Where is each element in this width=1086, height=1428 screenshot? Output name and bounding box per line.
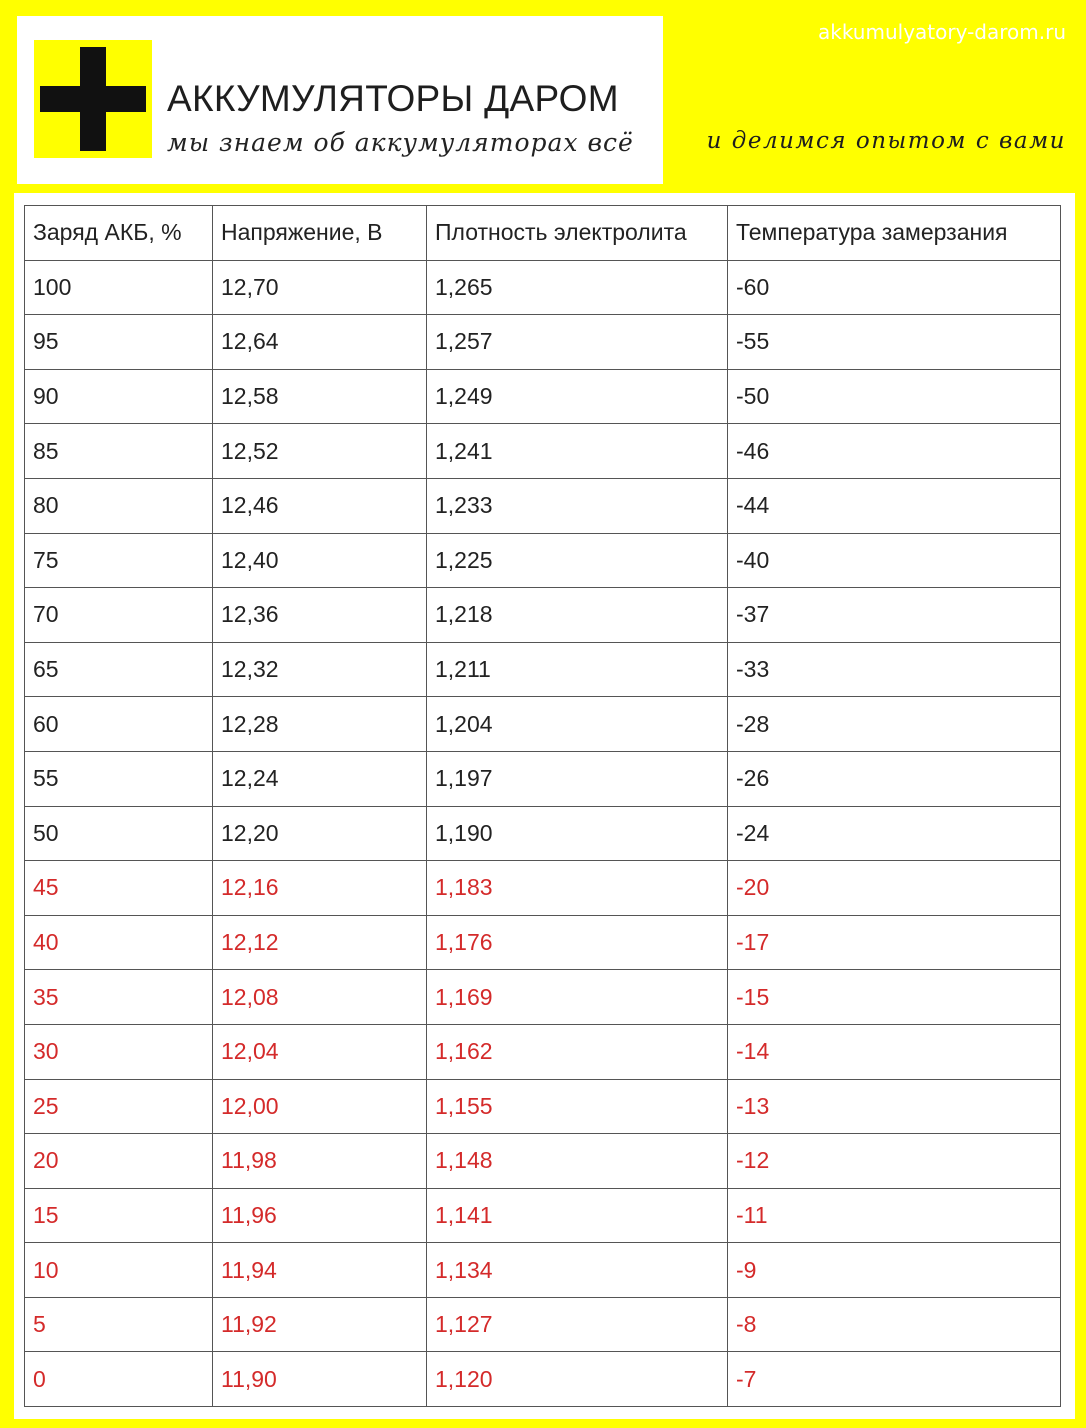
- cell-density: 1,183: [427, 861, 728, 916]
- cell-voltage: 12,70: [213, 260, 427, 315]
- cell-charge: 20: [25, 1134, 213, 1189]
- cell-freeze: -46: [728, 424, 1061, 479]
- cell-density: 1,257: [427, 315, 728, 370]
- cell-density: 1,148: [427, 1134, 728, 1189]
- cell-freeze: -40: [728, 533, 1061, 588]
- tagline: и делимся опытом с вами: [706, 128, 1066, 154]
- cell-charge: 35: [25, 970, 213, 1025]
- cell-density: 1,265: [427, 260, 728, 315]
- cell-density: 1,141: [427, 1188, 728, 1243]
- table-row: [25, 424, 1061, 479]
- cell-charge: 10: [25, 1243, 213, 1298]
- cell-freeze: -33: [728, 642, 1061, 697]
- cell-freeze: -60: [728, 260, 1061, 315]
- cell-freeze: -13: [728, 1079, 1061, 1134]
- cell-density: 1,120: [427, 1352, 728, 1407]
- cell-voltage: 11,92: [213, 1297, 427, 1352]
- cell-voltage: 11,94: [213, 1243, 427, 1298]
- table-row: [25, 478, 1061, 533]
- cell-freeze: -44: [728, 478, 1061, 533]
- cell-charge: 75: [25, 533, 213, 588]
- table-row: [25, 642, 1061, 697]
- column-header-charge: Заряд АКБ, %: [25, 206, 213, 261]
- table-row: [25, 533, 1061, 588]
- table-row: [25, 1024, 1061, 1079]
- cell-voltage: 12,36: [213, 588, 427, 643]
- cell-voltage: 11,90: [213, 1352, 427, 1407]
- cell-density: 1,225: [427, 533, 728, 588]
- cell-freeze: -55: [728, 315, 1061, 370]
- cell-freeze: -28: [728, 697, 1061, 752]
- cell-charge: 90: [25, 369, 213, 424]
- cell-charge: 70: [25, 588, 213, 643]
- cell-voltage: 11,98: [213, 1134, 427, 1189]
- logo-panel: [17, 16, 663, 184]
- table-row: [25, 588, 1061, 643]
- cell-charge: 0: [25, 1352, 213, 1407]
- cell-charge: 60: [25, 697, 213, 752]
- cell-voltage: 12,64: [213, 315, 427, 370]
- cell-charge: 5: [25, 1297, 213, 1352]
- cell-density: 1,211: [427, 642, 728, 697]
- table-row: [25, 915, 1061, 970]
- cell-charge: 80: [25, 478, 213, 533]
- cell-density: 1,155: [427, 1079, 728, 1134]
- cell-freeze: -7: [728, 1352, 1061, 1407]
- cell-density: 1,162: [427, 1024, 728, 1079]
- cell-freeze: -26: [728, 751, 1061, 806]
- column-header-freeze-temp: Температура замерзания: [728, 206, 1061, 261]
- table-row: [25, 697, 1061, 752]
- cell-freeze: -11: [728, 1188, 1061, 1243]
- cell-voltage: 12,12: [213, 915, 427, 970]
- cell-voltage: 12,20: [213, 806, 427, 861]
- cell-freeze: -9: [728, 1243, 1061, 1298]
- cell-voltage: 12,08: [213, 970, 427, 1025]
- cell-charge: 45: [25, 861, 213, 916]
- cell-density: 1,249: [427, 369, 728, 424]
- table-row: [25, 315, 1061, 370]
- cell-freeze: -20: [728, 861, 1061, 916]
- table-row: [25, 861, 1061, 916]
- site-url: akkumulyatory-darom.ru: [818, 20, 1066, 44]
- cell-charge: 85: [25, 424, 213, 479]
- table-header-row: [25, 206, 1061, 261]
- cell-voltage: 12,52: [213, 424, 427, 479]
- cell-voltage: 12,24: [213, 751, 427, 806]
- cell-freeze: -50: [728, 369, 1061, 424]
- table-row: [25, 1079, 1061, 1134]
- column-header-voltage: Напряжение, В: [213, 206, 427, 261]
- cell-density: 1,204: [427, 697, 728, 752]
- cell-voltage: 12,16: [213, 861, 427, 916]
- table-row: [25, 806, 1061, 861]
- cell-freeze: -17: [728, 915, 1061, 970]
- plus-logo-icon: [34, 40, 152, 158]
- table-row: [25, 1243, 1061, 1298]
- table-body: [25, 260, 1061, 1406]
- battery-charge-table: [24, 205, 1061, 1407]
- logo-slogan: мы знаем об аккумуляторах всё: [167, 128, 634, 157]
- cell-charge: 25: [25, 1079, 213, 1134]
- cell-voltage: 12,58: [213, 369, 427, 424]
- cell-density: 1,197: [427, 751, 728, 806]
- cell-density: 1,241: [427, 424, 728, 479]
- cell-freeze: -15: [728, 970, 1061, 1025]
- table-row: [25, 1297, 1061, 1352]
- cell-voltage: 12,04: [213, 1024, 427, 1079]
- cell-charge: 100: [25, 260, 213, 315]
- cell-density: 1,176: [427, 915, 728, 970]
- cell-freeze: -24: [728, 806, 1061, 861]
- cell-voltage: 12,32: [213, 642, 427, 697]
- cell-voltage: 12,46: [213, 478, 427, 533]
- cell-freeze: -37: [728, 588, 1061, 643]
- cell-voltage: 12,40: [213, 533, 427, 588]
- cell-density: 1,218: [427, 588, 728, 643]
- table-row: [25, 260, 1061, 315]
- cell-voltage: 12,28: [213, 697, 427, 752]
- cell-charge: 30: [25, 1024, 213, 1079]
- cell-charge: 50: [25, 806, 213, 861]
- cell-density: 1,127: [427, 1297, 728, 1352]
- table-row: [25, 1352, 1061, 1407]
- cell-freeze: -14: [728, 1024, 1061, 1079]
- cell-charge: 15: [25, 1188, 213, 1243]
- cell-freeze: -8: [728, 1297, 1061, 1352]
- cell-freeze: -12: [728, 1134, 1061, 1189]
- cell-charge: 40: [25, 915, 213, 970]
- cell-voltage: 12,00: [213, 1079, 427, 1134]
- cell-voltage: 11,96: [213, 1188, 427, 1243]
- cell-density: 1,169: [427, 970, 728, 1025]
- cell-density: 1,134: [427, 1243, 728, 1298]
- cell-density: 1,190: [427, 806, 728, 861]
- cell-charge: 95: [25, 315, 213, 370]
- cell-density: 1,233: [427, 478, 728, 533]
- table-row: [25, 1188, 1061, 1243]
- table-row: [25, 369, 1061, 424]
- table-panel: [14, 193, 1075, 1419]
- table-row: [25, 751, 1061, 806]
- table-row: [25, 970, 1061, 1025]
- logo-title: АККУМУЛЯТОРЫ ДАРОМ: [167, 78, 619, 119]
- table-row: [25, 1134, 1061, 1189]
- cell-charge: 55: [25, 751, 213, 806]
- column-header-density: Плотность электролита: [427, 206, 728, 261]
- cell-charge: 65: [25, 642, 213, 697]
